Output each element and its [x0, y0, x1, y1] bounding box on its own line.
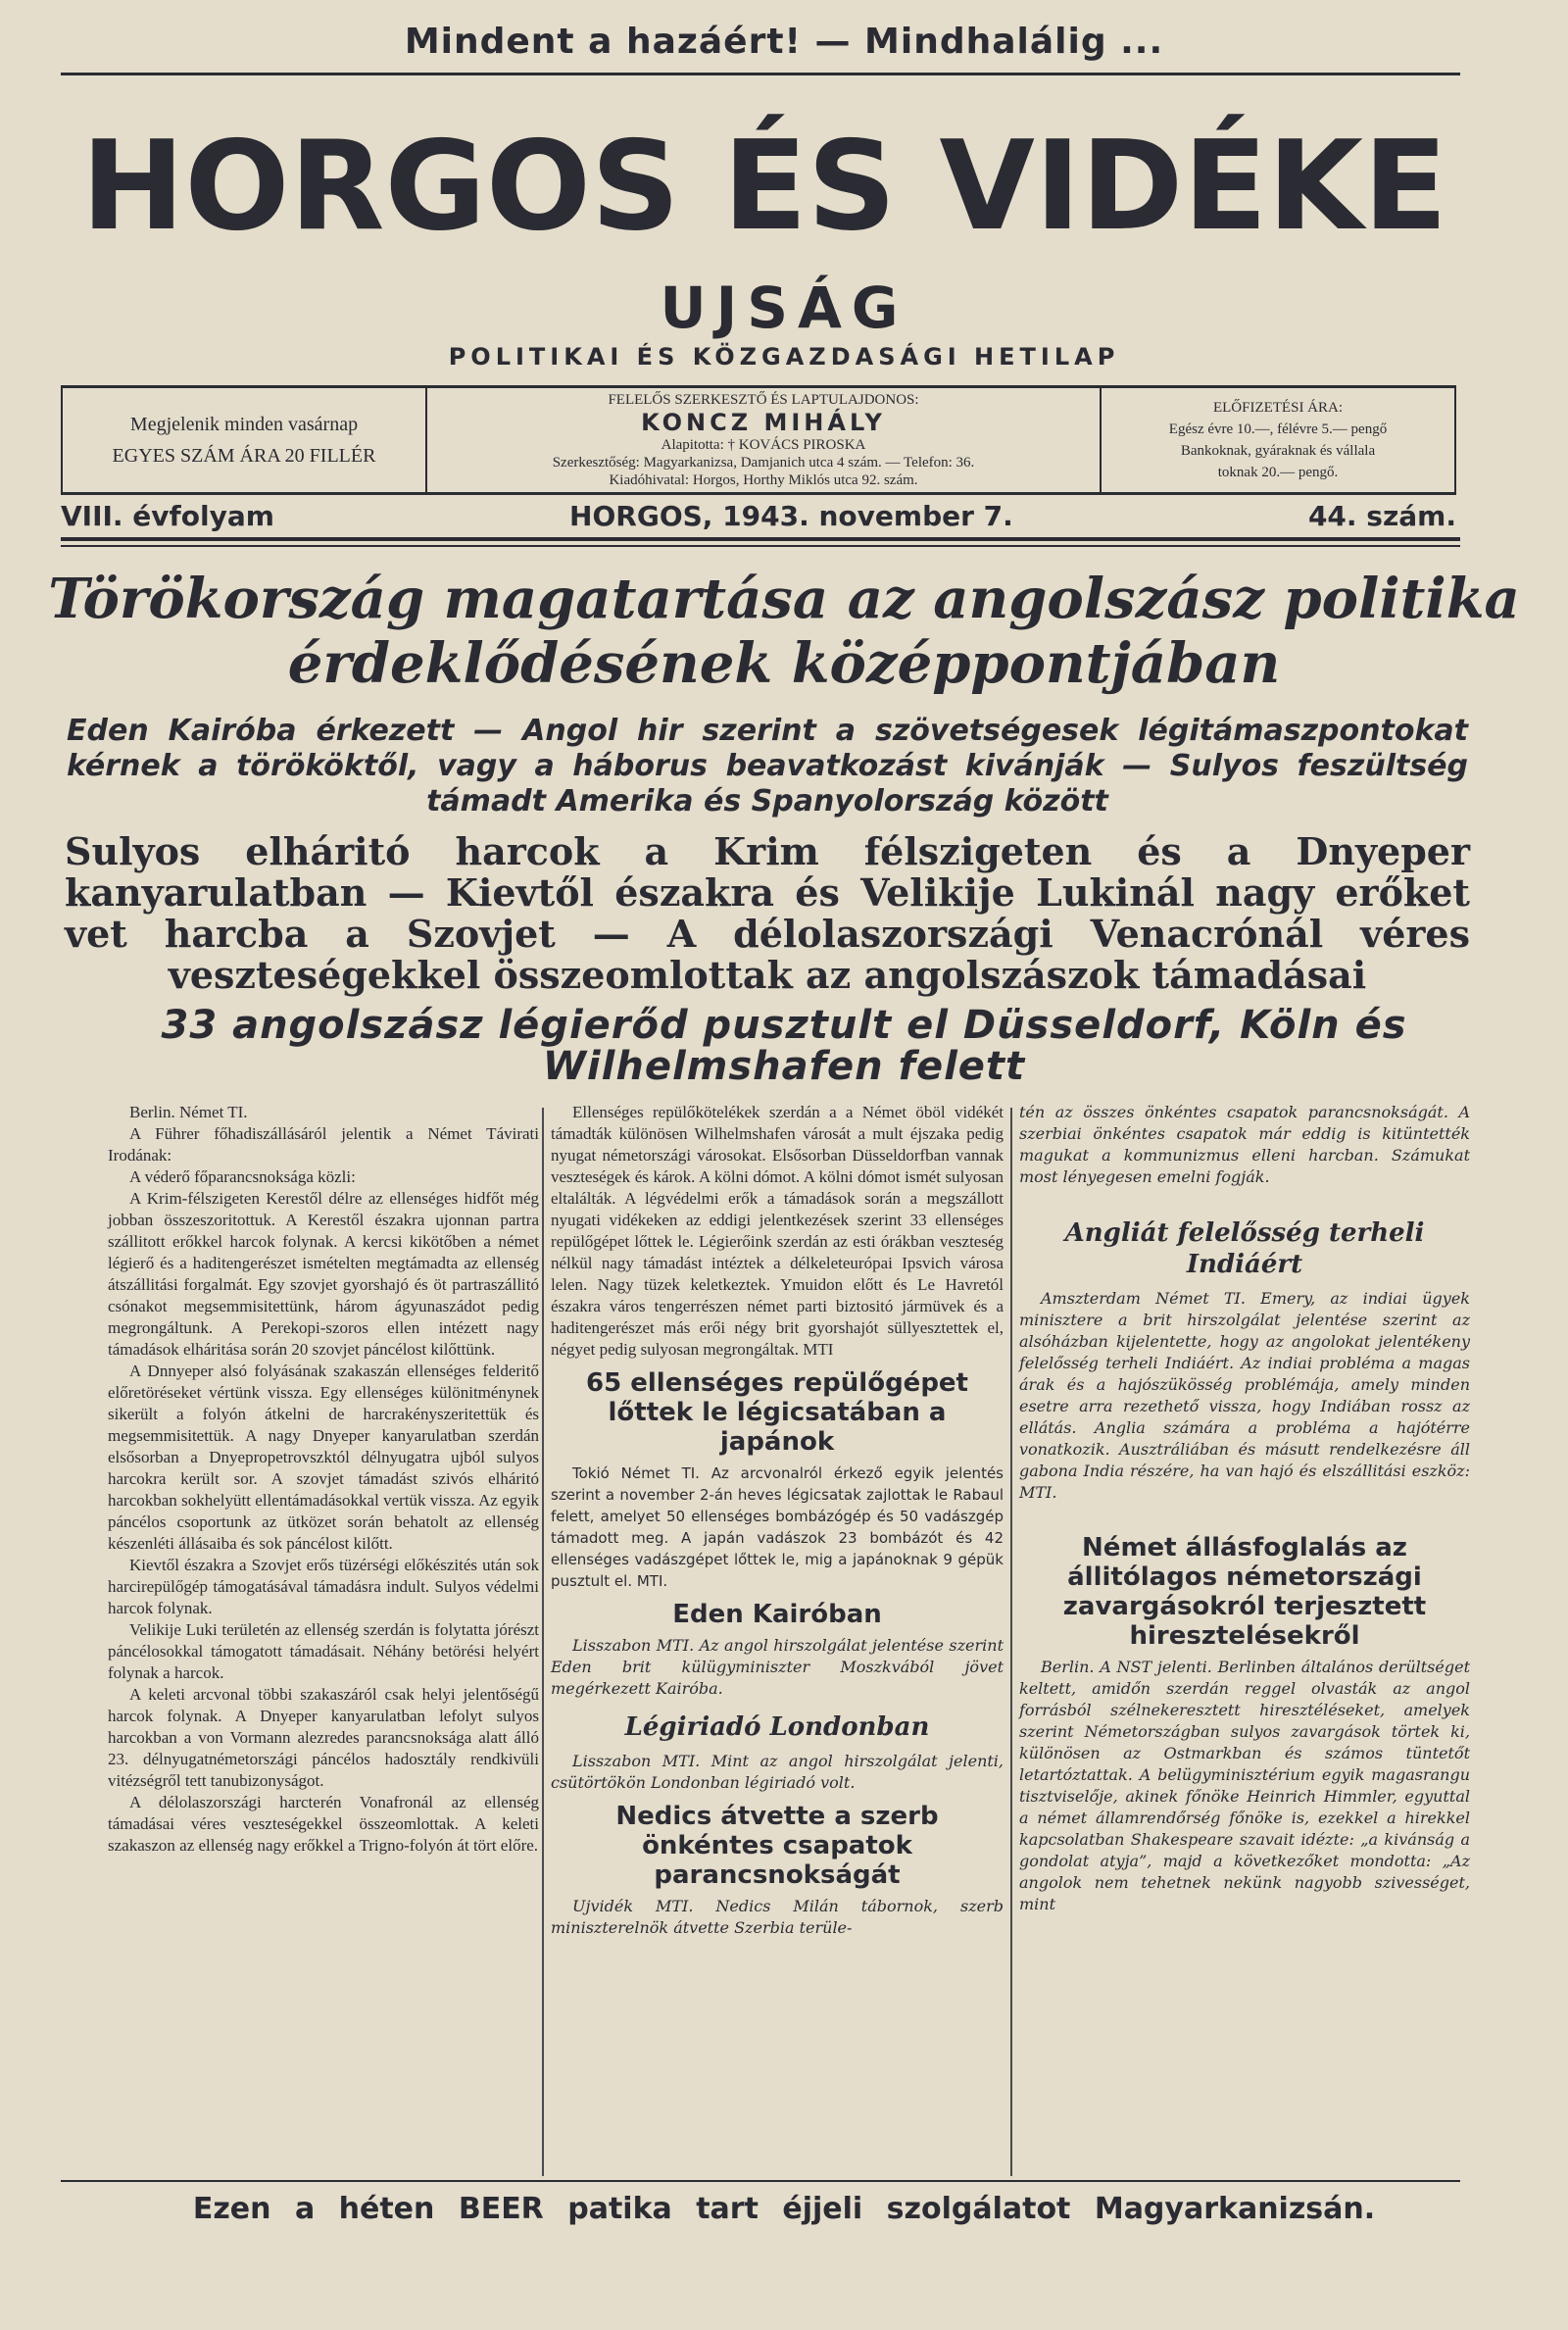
- article-heading: Légiriadó Londonban: [624, 1712, 930, 1742]
- paragraph: Amszterdam Német TI. Emery, az indiai ügyek minisztere a brit hirszolgálat jelentése szerint az alsóházban kijelentette, hogy az angolokat jelentékeny felelősség terheli Indiáért. Az indiai probléma a magas árak és a hajószükösség problémája, amely minden esetre arra rezethető vissza, hogy Indiában rossz az ellátás. Anglia számára a probléma a hajótérre vonatkozik. Ausztráliában és másutt rendelkezésre áll gabona India részére, ha van hajó és elszállitási eszköz: MTI.: [1019, 1289, 1470, 1502]
- front-headline: Sulyos elháritó harcok a Krim félszigeten és a Dnyeper kanyarulatban — Kievtől északra és Velikije Lukinál nagy erőket vet harcba a Szovjet — A délolaszországi Venacrónál véres veszteségekkel összeomlottak az angolszászok támadásai: [65, 829, 1470, 997]
- newspaper-subtitle: UJSÁG: [660, 274, 908, 341]
- divider: [61, 537, 1460, 541]
- paragraph: A Dnnyeper alsó folyásának szakaszán ellenséges felderitő előretöréseket vértünk vissza. Egy ellenséges különitménynek sikerült a folyón átkelni de harcrakényszeritettük és megsemmisitettük. A nagy Dnyeper kanyarulatban szerdán elsősorban a Dnyepropetrovszktól délnyugatra ujból sulyos harcokra került sor. A szovjet támadást szivós elháritó harcokban sokhelyütt ellentámadásokkal vertük vissza. Az egyik páncélos csoportunk az ütközet során behatolt az ellenség készenléti állásaiba és sok páncélost kilőtt.: [108, 1362, 539, 1553]
- paragraph: Velikije Luki területén az ellenség szerdán is folytatta jórészt páncélosokkal támogatott támadásait. Néhány betörési helyért folynak a harcok.: [108, 1620, 539, 1682]
- single-issue-price: EGYES SZÁM ÁRA 20 FILLÉR: [112, 445, 376, 467]
- place-date: HORGOS, 1943. november 7.: [569, 500, 1013, 532]
- newspaper-title: HORGOS ÉS VIDÉKE: [80, 114, 1448, 258]
- dateline: [61, 500, 1456, 532]
- masthead-motto: Mindent a hazáért! — Mindhalálig ...: [404, 22, 1164, 62]
- founder: Alapitotta: † KOVÁCS PIROSKA: [661, 437, 866, 453]
- sub-headline: Eden Kairóba érkezett — Angol hir szerint a szövetségesek légitámaszpontokat kérnek a törököktől, vagy a háborus beavatkozást kivánják — Sulyos feszültség támadt Amerika és Spanyolország között: [67, 714, 1468, 818]
- editor-role: FELELŐS SZERKESZTŐ ÉS LAPTULAJDONOS:: [608, 392, 919, 408]
- column-divider: [1010, 1108, 1012, 2176]
- subscription-info: [1102, 388, 1454, 492]
- left-column: [108, 1102, 539, 1857]
- publication-info: [63, 388, 427, 492]
- subscription-business-price: toknak 20.— pengő.: [1217, 465, 1339, 480]
- office-address: Kiadóhivatal: Horgos, Horthy Miklós utca 92. szám.: [609, 472, 918, 488]
- paragraph: A délolaszországi harcterén Vonafronál az ellenség támadásai véres veszteségekkel összeomlottak. A keleti szakaszon az ellenség nagy erőkkel a Trigno-folyón át tört előre.: [108, 1793, 539, 1855]
- editor-name: KONCZ MIHÁLY: [641, 409, 886, 436]
- divider: [61, 73, 1460, 75]
- article-heading: Nedics átvette a szerb önkéntes csapatok parancsnokságát: [615, 1802, 939, 1890]
- paragraph: Ellenséges repülőkötelékek szerdán a a Német öböl vidékét támadták különösen Wilhelmshafen városát a mult éjszaka pedig nyugat németországi városokat. Elsősorban Düsseldorfban vannak veszteségek és károk. A kölni dómot. A kölni dómot ismét sulyosan eltalálták. A légvédelmi erők a támadások során a megszállott nyugati vidékeken az eddigi jelentkezések szerint 33 ellenséges repülőgépet lőttek le. Légierőink szerdán az esti órákban veszteség nélkül nagy támadást intéztek a délkeleteurópai Ipsvich városa lelen. Nagy tüzek keletkeztek. Ymuidon előtt és Le Havretól északra város tengerrészen német parti biztositó jármüvek és a haditengerészet más erői négy brit gyorshajót süllyesztettek el, négyet pedig sulyosan megrongáltak. MTI: [551, 1103, 1004, 1359]
- subscription-title: ELŐFIZETÉSI ÁRA:: [1212, 400, 1344, 416]
- editorial-address: Szerkesztőség: Magyarkanizsa, Damjanich utca 4 szám. — Telefon: 36.: [552, 455, 975, 471]
- middle-column: [551, 1102, 1004, 1939]
- article-heading: 65 ellenséges repülőgépet lőttek le légicsatában a japánok: [586, 1368, 968, 1457]
- paragraph: Tokió Német TI. Az arcvonalról érkező egyik jelentés szerint a november 2-án heves légicsatak zajlottak le Rabaul felett, amelyet 50 ellenséges bombázógép és 50 vadászgép támadott meg. A japán vadászok 23 bombázót és 42 ellenséges vadászgépet lőttek le, mig a japánoknak 9 gépük pusztult el. MTI.: [551, 1464, 1004, 1590]
- article-heading: Eden Kairóban: [672, 1600, 882, 1629]
- article-heading: Angliát felelősség terheli Indiáért: [1064, 1218, 1425, 1279]
- paragraph: Berlin. A NST jelenti. Berlinben általános derültséget keltett, amidőn szerdán reggel olvasták az angol forrásból szélnekeresztett hiresztéléseket, amelyek szerint Németországban sulyos zavargások törtek ki, különösen az Ostmarkban és számos tüntetőt letartóztattak. A belügyminisztérium egyik magasrangu tisztviselője, akinek főnöke Heinrich Himmler, egyuttal a német államrendőrség főnöke is, ezekkel a hirekkel kapcsolatban Shakespeare szavait idézte: „a kivánság a gondolat atyja”, majd a következőket mondotta: „Az angolok nem tehetnek nekünk nagyobb szivességet, mint: [1019, 1658, 1470, 1913]
- paragraph: Lisszabon MTI. Mint az angol hirszolgálat jelenti, csütörtökön Londonban légiriadó volt.: [551, 1752, 1004, 1792]
- issue-number: 44. szám.: [1307, 500, 1456, 532]
- paragraph: Lisszabon MTI. Az angol hirszolgálat jelentése szerint Eden brit külügyminiszter Moszkvából jövet megérkezett Kairóba.: [551, 1636, 1004, 1698]
- paragraph: Ujvidék MTI. Nedics Milán tábornok, szerb miniszterelnök átvette Szerbia terüle-: [551, 1897, 1004, 1937]
- paragraph: Berlin. Német TI.: [129, 1103, 248, 1121]
- paragraph: A véderő főparancsnoksága közli:: [129, 1167, 356, 1186]
- paragraph: A Führer főhadiszállásáról jelentik a Német Távirati Irodának:: [108, 1124, 539, 1165]
- paragraph: tén az összes önkéntes csapatok parancsnokságát. A szerbiai önkéntes csapatok már eddig is kitüntették magukat a kommunizmus elleni harcban. Számukat most lényegesen emelni fogják.: [1019, 1103, 1470, 1186]
- editor-info: [427, 388, 1102, 492]
- air-headline: 33 angolszász légierőd pusztult el Düsseldorf, Köln és Wilhelmshafen felett: [161, 1003, 1407, 1089]
- subscription-price: Egész évre 10.—, félévre 5.— pengő: [1168, 421, 1388, 437]
- paragraph: A keleti arcvonal többi szakaszáról csak helyi jelentőségű harcok folynak. A Dnyeper kanyarulatban lefolyt sulyos harcokban a von Vormann alezredes parancsnoksága alatt álló 23. délnyugatnémetországi páncélos hadosztály rendkivüli vitézségről tett tanubizonyságot.: [108, 1685, 539, 1790]
- right-column: [1019, 1102, 1470, 1915]
- volume: VIII. évfolyam: [61, 500, 274, 532]
- paragraph: A Krim-félszigeten Kerestől délre az ellenséges hidfőt még jobban összeszoritottuk. A Kerestől északra ujonnan partra szállitott erőkkel harcok folynak. A kercsi kikötőben a német légierő és a haditengerészet ismételten megtámadta az ellenség átszállitási forgalmát. Egy szovjet gyorshajó és öt partraszállitó csónakot megsemmisitettünk, három ágyunaszádot pedig megrongáltunk. A Perekopi-szoros ellen intézett nagy támadások elháritása során 20 szovjet páncélost kilőttünk.: [108, 1189, 539, 1359]
- column-divider: [542, 1108, 544, 2176]
- main-headline: Törökország magatartása az angolszász politika érdeklődésének középpontjában: [48, 567, 1520, 696]
- subscription-business: Bankoknak, gyáraknak és vállala: [1180, 443, 1376, 459]
- article-heading: Német állásfoglalás az állitólagos németországi zavargásokról terjesztett hiresztelésekről: [1062, 1533, 1427, 1651]
- pharmacy-notice: Ezen a héten BEER patika tart éjjeli szolgálatot Magyarkanizsán.: [192, 2192, 1376, 2226]
- paragraph: Kievtől északra a Szovjet erős tüzérségi előkészités után sok harcirepülőgép támogatásával támadásra indult. Sulyos védelmi harcok folynak.: [108, 1556, 539, 1617]
- publication-schedule: Megjelenik minden vasárnap: [129, 414, 359, 435]
- divider: [61, 545, 1460, 547]
- newspaper-tagline: POLITIKAI ÉS KÖZGAZDASÁGI HETILAP: [448, 343, 1120, 371]
- info-box: [61, 385, 1456, 495]
- divider: [61, 2180, 1460, 2182]
